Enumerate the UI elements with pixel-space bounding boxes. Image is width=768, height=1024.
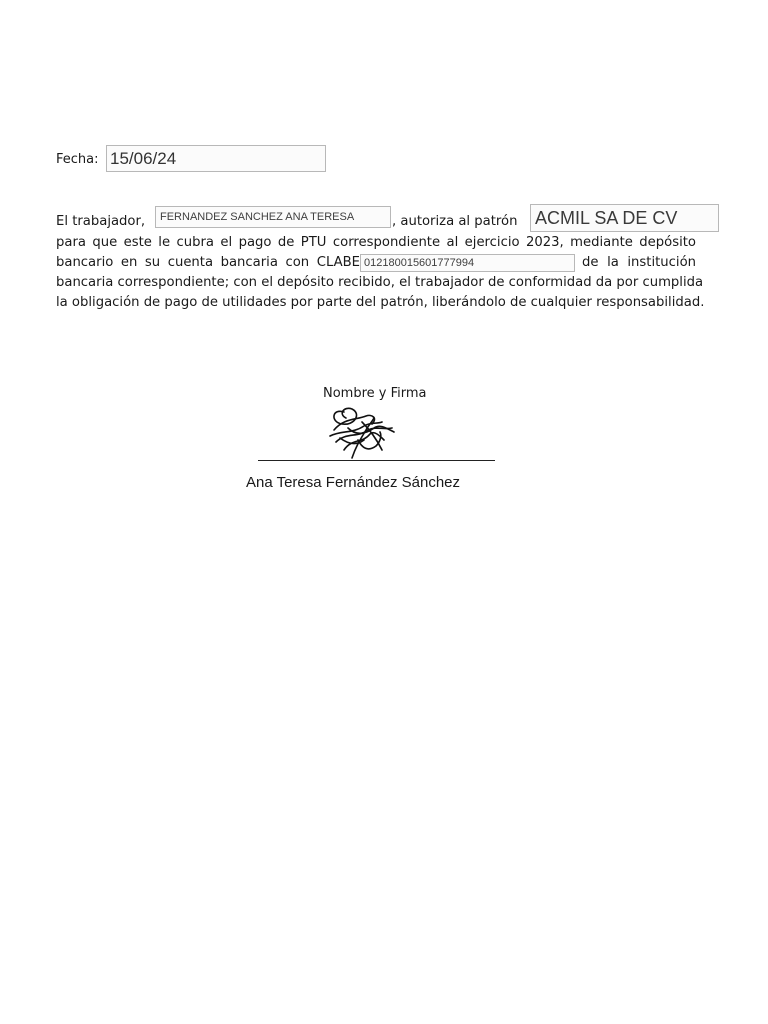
paragraph-line-5: la obligación de pago de utilidades por parte del patrón, liberándolo de cualquier responsabilidad. [56,295,705,310]
patron-field[interactable]: ACMIL SA DE CV [530,204,719,232]
clabe-field[interactable]: 012180015601777994 [360,254,575,272]
handwritten-signature [322,400,402,464]
signature-name: Ana Teresa Fernández Sánchez [246,474,461,491]
signature-label: Nombre y Firma [323,386,427,401]
trabajador-field[interactable]: FERNANDEZ SANCHEZ ANA TERESA [155,206,391,228]
paragraph-line-2: para que este le cubra el pago de PTU correspondiente al ejercicio 2023, mediante depósito [56,235,696,250]
institucion-text: de la institución [582,255,696,270]
clabe-label: bancario en su cuenta bancaria con CLABE [56,255,360,270]
paragraph-line-4: bancaria correspondiente; con el depósito recibido, el trabajador de conformidad da por cumplida [56,275,704,290]
signature-line [258,460,495,461]
trabajador-label: El trabajador, [56,214,146,229]
fecha-field[interactable]: 15/06/24 [106,145,326,172]
autoriza-text: , autoriza al patrón [392,214,518,229]
fecha-label: Fecha: [56,152,99,167]
